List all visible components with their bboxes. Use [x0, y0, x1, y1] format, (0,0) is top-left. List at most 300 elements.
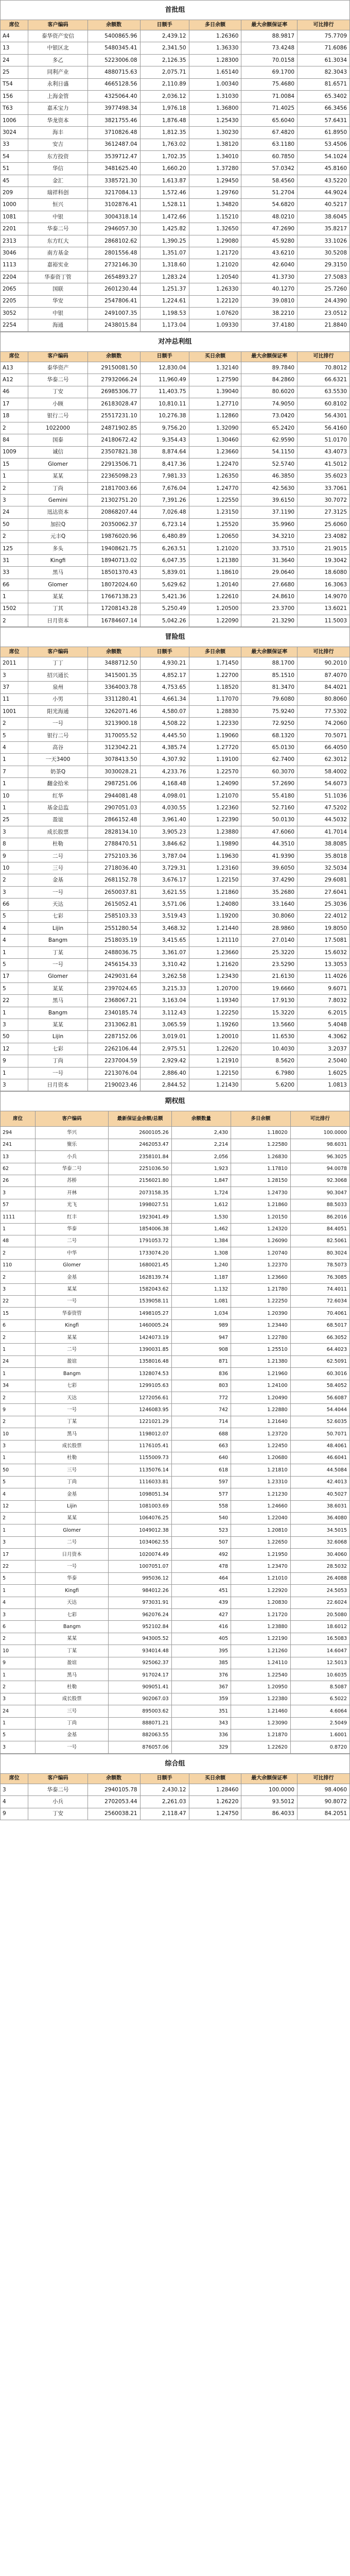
table-cell: 888071.21: [109, 1717, 171, 1729]
table-cell: 3078413.50: [87, 754, 140, 766]
table-cell: 51.0170: [297, 434, 350, 446]
table-cell: 367: [171, 1681, 231, 1693]
table-cell: 1,384: [171, 1235, 231, 1247]
table-cell: 79.6080: [241, 693, 297, 705]
table-cell: 35.9960: [241, 518, 297, 530]
table-cell: 三号: [28, 862, 87, 874]
table-cell: 1.22150: [189, 874, 241, 886]
table-row: [1, 1512, 350, 1524]
table-cell: Kingfi: [35, 1585, 109, 1597]
table-row: [1, 705, 350, 717]
table-cell: 1,390.25: [140, 235, 189, 247]
table-cell: 3710826.48: [87, 127, 140, 139]
table-row: [1, 682, 350, 693]
table-cell: 泉州: [28, 682, 87, 693]
table-cell: 882063.55: [109, 1729, 171, 1741]
table-cell: 1,876.48: [140, 114, 189, 126]
table-cell: 16784607.14: [87, 615, 140, 626]
table-cell: 3,519.43: [140, 910, 189, 922]
table-cell: 21302751.20: [87, 495, 140, 506]
table-row: [1, 1368, 350, 1380]
section-title: 对冲总利组: [0, 332, 350, 351]
table-row: [1, 1741, 350, 1753]
table-cell: 1.22700: [189, 669, 241, 681]
table-cell: 11.6530: [241, 1031, 297, 1043]
table-cell: 南方基金: [28, 247, 87, 259]
table-cell: 1,132: [171, 1283, 231, 1295]
table-cell: 一号: [28, 959, 87, 971]
table-cell: 71.0084: [241, 90, 297, 102]
table-row: [1, 54, 350, 66]
table-cell: 1.39040: [189, 386, 241, 398]
table-cell: 2456154.33: [87, 959, 140, 971]
table-cell: 6.2015: [297, 1007, 350, 1019]
table-cell: 934014.48: [109, 1645, 171, 1657]
table-cell: 89.7840: [241, 362, 297, 374]
table-cell: 1,613.87: [140, 175, 189, 187]
table-cell: 1.34010: [189, 150, 241, 162]
table-cell: 1.20740: [231, 1247, 290, 1259]
table-cell: 七彩: [35, 1609, 109, 1621]
column-header: 余额数: [87, 647, 140, 657]
table-cell: 38.6031: [290, 1500, 349, 1512]
table-cell: 90.2010: [297, 657, 350, 669]
table-row: [1, 603, 350, 615]
table-cell: 3262071.46: [87, 705, 140, 717]
table-cell: 2: [1, 531, 28, 543]
table-cell: 23.3700: [241, 603, 297, 615]
table-cell: 18: [1, 410, 28, 422]
table-row: [1, 1488, 350, 1500]
table-cell: 84.2051: [297, 1808, 350, 1820]
table-cell: 1498105.27: [109, 1308, 171, 1319]
table-cell: 1,763.02: [140, 139, 189, 150]
table-cell: 27.0140: [241, 935, 297, 946]
table-cell: A12: [1, 374, 28, 386]
table-cell: 33.7061: [297, 482, 350, 494]
table-row: [1, 1681, 350, 1693]
table-cell: 1.23430: [189, 971, 241, 982]
table-cell: 68.5017: [290, 1319, 349, 1331]
table-cell: 丁尚: [28, 482, 87, 494]
section-s3: [0, 627, 350, 1091]
table-cell: 1.22920: [231, 1585, 290, 1597]
table-cell: 5,042.26: [140, 615, 189, 626]
table-cell: 2,439.12: [140, 30, 189, 42]
table-cell: 2732146.30: [87, 259, 140, 271]
table-row: [1, 874, 350, 886]
table-cell: 某某: [28, 470, 87, 482]
table-cell: 中银: [28, 307, 87, 319]
table-cell: 25.3036: [297, 899, 350, 910]
table-cell: 银行二号: [28, 730, 87, 741]
table-cell: 2518035.19: [87, 935, 140, 946]
table-cell: 1.26220: [189, 1796, 241, 1808]
table-cell: 1.23660: [231, 1272, 290, 1283]
table-cell: 2,975.51: [140, 1043, 189, 1055]
table-row: [1, 579, 350, 590]
table-cell: 67.4820: [241, 127, 297, 139]
table-cell: 100.0000: [241, 1784, 297, 1795]
table-cell: 4,098.01: [140, 790, 189, 802]
table-row: [1, 283, 350, 295]
table-row: [1, 458, 350, 470]
table-cell: 1.28300: [189, 54, 241, 66]
table-row: [1, 1163, 350, 1175]
table-cell: 1.24080: [189, 899, 241, 910]
table-cell: 86.4033: [241, 1808, 297, 1820]
table-cell: 4.6064: [290, 1705, 349, 1717]
table-row: [1, 307, 350, 319]
table-cell: 60.7850: [241, 150, 297, 162]
table-cell: 38.8085: [297, 838, 350, 850]
table-cell: 盈谊: [28, 814, 87, 826]
table-cell: 26985306.77: [87, 386, 140, 398]
table-row: [1, 1476, 350, 1488]
table-row: [1, 922, 350, 934]
table-cell: 1155009.73: [109, 1452, 171, 1464]
table-cell: 3: [1, 1693, 36, 1705]
table-cell: 3: [1, 1609, 36, 1621]
table-cell: 1.21720: [189, 247, 241, 259]
table-cell: 1.32650: [189, 223, 241, 235]
ranking-table: [0, 647, 350, 1091]
table-cell: 39.6150: [241, 495, 297, 506]
table-cell: 69.1700: [241, 66, 297, 78]
table-cell: 74.9050: [241, 398, 297, 410]
table-cell: 1.65140: [189, 66, 241, 78]
table-cell: 1.71450: [189, 657, 241, 669]
table-cell: 6,047.35: [140, 555, 189, 567]
table-row: [1, 1043, 350, 1055]
table-cell: 一号: [35, 1295, 109, 1307]
table-cell: 84.2860: [241, 374, 297, 386]
table-cell: 2650037.81: [87, 886, 140, 898]
table-cell: 4,508.22: [140, 718, 189, 730]
table-cell: 29.6081: [297, 874, 350, 886]
table-cell: 1,308: [171, 1247, 231, 1259]
table-cell: Glomer: [35, 1259, 109, 1271]
table-cell: 876057.06: [109, 1741, 171, 1753]
table-cell: 523: [171, 1524, 231, 1536]
table-cell: 某某: [35, 1512, 109, 1524]
table-cell: 1.23440: [231, 1319, 290, 1331]
table-row: [1, 495, 350, 506]
table-cell: 1.21720: [231, 1609, 290, 1621]
table-cell: 48: [1, 1235, 36, 1247]
table-row: [1, 1597, 350, 1608]
table-row: [1, 886, 350, 898]
table-row: [1, 175, 350, 187]
table-cell: 小兵: [35, 1151, 109, 1163]
table-cell: 1390031.85: [109, 1344, 171, 1355]
table-cell: 4,030.55: [140, 802, 189, 814]
table-cell: 7,026.48: [140, 506, 189, 518]
table-cell: 2313062.81: [87, 1019, 140, 1031]
table-cell: 17208143.28: [87, 603, 140, 615]
table-cell: 奶茶Q: [28, 766, 87, 777]
table-cell: 2,036.12: [140, 90, 189, 102]
table-cell: 2: [1, 1332, 36, 1344]
table-row: [1, 446, 350, 458]
table-cell: 1: [1, 946, 28, 958]
table-cell: 1.25510: [231, 1344, 290, 1355]
table-cell: 1.19630: [189, 850, 241, 862]
table-cell: 1.20500: [189, 603, 241, 615]
table-cell: 56.6087: [290, 1392, 349, 1404]
table-cell: 1,612: [171, 1199, 231, 1211]
table-cell: 96.3025: [290, 1151, 349, 1163]
table-cell: 1628139.74: [109, 1272, 171, 1283]
table-cell: 492: [171, 1549, 231, 1561]
table-cell: 13: [1, 1151, 36, 1163]
table-cell: 52.7160: [241, 802, 297, 814]
table-cell: 红华: [28, 790, 87, 802]
table-cell: 1.22540: [231, 1669, 290, 1681]
table-cell: 9: [1, 1055, 28, 1067]
table-row: [1, 1019, 350, 1031]
table-cell: 七彩: [28, 910, 87, 922]
table-cell: 1.00340: [189, 78, 241, 90]
table-cell: 3977498.34: [87, 103, 140, 114]
table-cell: 3: [1, 1741, 36, 1753]
table-cell: 1.22370: [231, 1259, 290, 1271]
table-cell: 20868207.44: [87, 506, 140, 518]
table-cell: 9.6071: [297, 982, 350, 994]
table-cell: 22913506.71: [87, 458, 140, 470]
table-cell: 44.3510: [241, 838, 297, 850]
table-cell: 一号: [28, 886, 87, 898]
table-cell: 二号: [35, 1235, 109, 1247]
table-cell: 25: [1, 814, 28, 826]
table-cell: 1116033.81: [109, 1476, 171, 1488]
table-cell: Kingfi: [35, 1319, 109, 1331]
table-cell: Bangm: [28, 1007, 87, 1019]
table-row: [1, 1416, 350, 1428]
table-cell: 343: [171, 1717, 231, 1729]
table-cell: 22.4012: [297, 910, 350, 922]
table-cell: 1113: [1, 259, 28, 271]
table-row: [1, 1669, 350, 1681]
table-cell: 迅达资本: [28, 506, 87, 518]
table-cell: 恒兴: [28, 199, 87, 211]
table-cell: 9,756.20: [140, 422, 189, 434]
table-cell: 2615052.41: [87, 899, 140, 910]
table-cell: 3,905.23: [140, 826, 189, 838]
table-cell: 20350062.37: [87, 518, 140, 530]
table-cell: 2,110.89: [140, 78, 189, 90]
table-cell: 5,839.01: [140, 567, 189, 579]
table-cell: 2.5040: [297, 1055, 350, 1067]
table-cell: 3488712.50: [87, 657, 140, 669]
table-row: [1, 199, 350, 211]
table-row: [1, 90, 350, 102]
table-cell: 742: [171, 1404, 231, 1416]
table-cell: 33.1640: [241, 899, 297, 910]
table-cell: 42.5630: [241, 482, 297, 494]
table-cell: 1.21380: [189, 555, 241, 567]
table-cell: 1.22570: [189, 766, 241, 777]
table-row: [1, 669, 350, 681]
table-cell: 14.9070: [297, 591, 350, 603]
table-cell: 5: [1, 1476, 36, 1488]
table-cell: 1176105.41: [109, 1440, 171, 1452]
table-cell: 66: [1, 899, 28, 910]
table-cell: 国泰: [28, 434, 87, 446]
table-cell: 1.21020: [189, 259, 241, 271]
table-cell: 招兴通长: [28, 669, 87, 681]
table-cell: 海丰: [28, 127, 87, 139]
table-cell: 1.23720: [231, 1428, 290, 1440]
table-cell: 1.22120: [189, 295, 241, 307]
table-row: [1, 1500, 350, 1512]
table-cell: 3821755.46: [87, 114, 140, 126]
table-row: [1, 114, 350, 126]
table-cell: 25.7260: [297, 283, 350, 295]
table-cell: 94.0078: [290, 1163, 349, 1175]
column-header: 多日余额: [189, 20, 241, 30]
table-cell: 华泰二号: [35, 1163, 109, 1175]
table-cell: 1.29080: [189, 235, 241, 247]
table-header-row: [1, 1773, 350, 1784]
table-cell: 3,846.62: [140, 838, 189, 850]
table-cell: 1.23310: [231, 1476, 290, 1488]
table-cell: 7,676.04: [140, 482, 189, 494]
table-cell: 12: [1, 1043, 28, 1055]
table-cell: 1.22090: [189, 615, 241, 626]
table-cell: 60.8102: [297, 398, 350, 410]
table-cell: 439: [171, 1597, 231, 1608]
table-row: [1, 826, 350, 838]
table-cell: 8.5620: [241, 1055, 297, 1067]
table-cell: 19408621.75: [87, 543, 140, 554]
table-cell: 45: [1, 175, 28, 187]
table-cell: 75.9240: [241, 705, 297, 717]
table-cell: 20.5080: [290, 1609, 349, 1621]
table-cell: 2601230.44: [87, 283, 140, 295]
table-cell: 1.22470: [189, 458, 241, 470]
column-header: 席位: [1, 1773, 28, 1784]
table-cell: 3: [1, 1079, 28, 1091]
table-cell: 18072024.60: [87, 579, 140, 590]
table-cell: 17: [1, 971, 28, 982]
table-cell: 451: [171, 1585, 231, 1597]
table-cell: 1299105.63: [109, 1380, 171, 1392]
table-cell: 2: [1, 874, 28, 886]
table-row: [1, 223, 350, 235]
table-row: [1, 766, 350, 777]
table-cell: 1.27720: [189, 742, 241, 754]
table-cell: 二号: [35, 1536, 109, 1548]
table-row: [1, 1380, 350, 1392]
table-row: [1, 790, 350, 802]
table-cell: 54.1150: [241, 446, 297, 458]
table-cell: 385: [171, 1657, 231, 1669]
table-cell: 2: [1, 1512, 36, 1524]
table-cell: 23507821.38: [87, 446, 140, 458]
table-cell: 1,923: [171, 1163, 231, 1175]
table-cell: 泰华资产: [28, 362, 87, 374]
table-cell: 1.19100: [189, 754, 241, 766]
table-row: [1, 615, 350, 626]
table-cell: 1,702.35: [140, 150, 189, 162]
table-cell: 2718036.40: [87, 862, 140, 874]
table-cell: 18.6012: [290, 1621, 349, 1633]
table-cell: 33: [1, 567, 28, 579]
table-cell: 2397024.65: [87, 982, 140, 994]
table-cell: 2,056: [171, 1151, 231, 1163]
table-cell: 黑马: [28, 995, 87, 1007]
table-cell: 2,126.35: [140, 54, 189, 66]
table-cell: 2462053.47: [109, 1139, 171, 1150]
table-cell: 63.1180: [241, 139, 297, 150]
table-cell: 1.24100: [231, 1380, 290, 1392]
table-cell: 1.23470: [231, 1561, 290, 1572]
table-cell: 4: [1, 922, 28, 934]
table-cell: 七彩: [28, 1043, 87, 1055]
table-cell: 1221021.29: [109, 1416, 171, 1428]
table-cell: 1.20390: [231, 1308, 290, 1319]
table-cell: 1.22150: [189, 1067, 241, 1079]
table-cell: 1.17810: [231, 1163, 290, 1175]
table-cell: 19.6660: [241, 982, 297, 994]
table-cell: 6,480.89: [140, 531, 189, 543]
column-header: 日额手: [140, 647, 189, 657]
section-title: 首批组: [0, 0, 350, 20]
table-row: [1, 1693, 350, 1705]
table-cell: 3,676.17: [140, 874, 189, 886]
table-cell: 4,930.21: [140, 657, 189, 669]
table-cell: 1.36800: [189, 103, 241, 114]
table-cell: 2681152.78: [87, 874, 140, 886]
table-cell: 1,318.60: [140, 259, 189, 271]
table-cell: 1.19890: [189, 838, 241, 850]
table-cell: 34.5015: [290, 1524, 349, 1536]
column-header: 日额手: [140, 20, 189, 30]
table-cell: 1: [1, 470, 28, 482]
column-header: 日额手: [140, 351, 189, 362]
table-cell: 1998027.51: [109, 1199, 171, 1211]
table-cell: 1.19340: [189, 995, 241, 1007]
table-cell: 65.6040: [241, 114, 297, 126]
table-cell: 一号: [35, 1404, 109, 1416]
table-cell: 37: [1, 682, 28, 693]
table-cell: 银行二号: [28, 410, 87, 422]
section-s2: [0, 332, 350, 628]
table-cell: 40.5027: [290, 1488, 349, 1500]
table-cell: 1.21260: [231, 1645, 290, 1657]
table-row: [1, 982, 350, 994]
table-cell: 1009: [1, 446, 28, 458]
table-row: [1, 1784, 350, 1795]
table-cell: 1.21860: [231, 1199, 290, 1211]
table-cell: 光飞: [35, 1199, 109, 1211]
table-cell: 3,262.58: [140, 971, 189, 982]
table-cell: 110: [1, 1259, 36, 1271]
table-row: [1, 1561, 350, 1572]
table-cell: 1.22250: [189, 1007, 241, 1019]
table-cell: 1.20010: [189, 1031, 241, 1043]
column-header: 多日余额: [231, 1111, 290, 1127]
table-cell: 13: [1, 42, 28, 54]
table-row: [1, 1344, 350, 1355]
column-header: 客户编码: [28, 20, 87, 30]
table-cell: 1.21460: [231, 1705, 290, 1717]
table-cell: 21.3290: [241, 615, 297, 626]
ranking-table: [0, 351, 350, 628]
table-cell: 51.2704: [241, 187, 297, 199]
table-cell: 29150081.50: [87, 362, 140, 374]
